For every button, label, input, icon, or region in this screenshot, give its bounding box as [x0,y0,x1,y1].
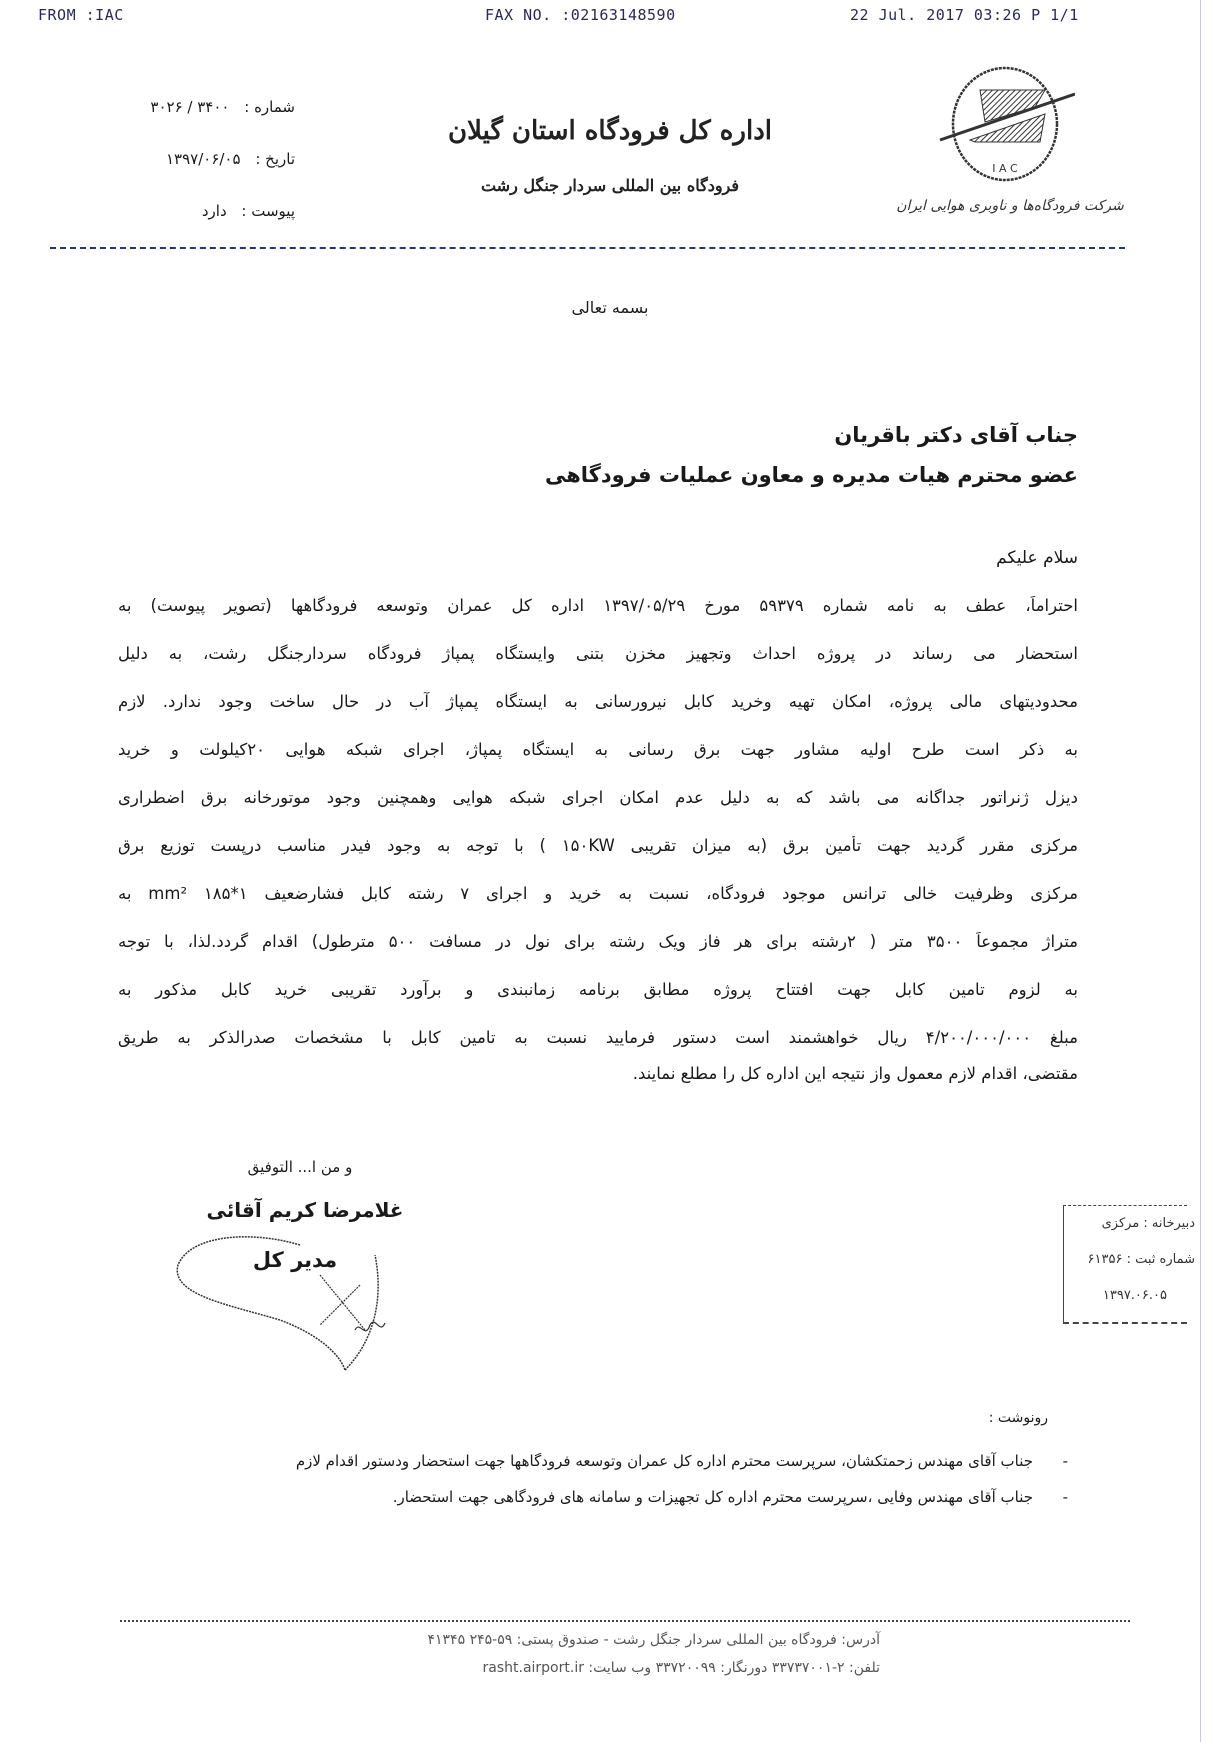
stamp-registration-number: شماره ثبت : ۶۱۳۵۶ [1087,1252,1195,1267]
letter-date-value: ۱۳۹۷/۰۶/۰۵ [165,150,241,168]
addressee-position: عضو محترم هیات مدیره و معاون عملیات فرودگاهی [544,463,1078,487]
cc-title: رونوشت : [988,1410,1048,1426]
letter-number [95,98,295,116]
stamp-secretariat: دبیرخانه : مرکزی [1101,1216,1195,1231]
logo-letters: I A C [992,162,1018,175]
body-line: مقتضی، اقدام لازم معمول واز نتیجه این اداره کل را مطلع نمایند. [632,1064,1078,1083]
bismillah-heading: بسمه تعالی [571,298,649,317]
letterhead-subtitle: فرودگاه بین المللی سردار جنگل رشت [480,176,740,195]
footer-contact: تلفن: ۲-۳۳۷۳۷۰۰۱ دورنگار: ۳۳۷۲۰۰۹۹ وب سایت: rasht.airport.ir [482,1660,880,1676]
stamp-date: ۱۳۹۷.۰۶.۰۵ [1102,1288,1167,1303]
cc-item: جناب آقای مهندس زحمتکشان، سرپرست محترم اداره کل عمران وتوسعه فرودگاهها جهت استحضار ودستور اقدام لازم [295,1452,1033,1470]
body-line: متراژ مجموعاً ۳۵۰۰ متر ( ۲رشته برای هر فاز ویک رشته برای نول در مسافت ۵۰۰ مترطول) اقدام گردد.لذا، با توجه [118,932,1078,951]
signatory-title: مدیر کل [252,1248,338,1272]
footer-address: آدرس: فرودگاه بین المللی سردار جنگل رشت - صندوق پستی: ۵۹-۲۴۵ ۴۱۳۴۵ [427,1632,880,1648]
salutation: سلام علیکم [996,548,1078,568]
body-line: استحضار می رساند در پروژه احداث وتجهیز مخزن بتنی وایستگاه پمپاژ فرودگاه سردارجنگل رشت، به دلیل [118,644,1078,663]
body-line: مرکزی وظرفیت خالی ترانس موجود فرودگاه، نسبت به خرید و اجرای ۷ رشته کابل فشارضعیف mm² ۱۸۵*۱ به [118,884,1078,903]
cc-item: جناب آقای مهندس وفایی ،سرپرست محترم اداره کل تجهیزات و سامانه های فرودگاهی جهت استحضار. [392,1488,1033,1506]
body-line: مرکزی مقرر گردید جهت تأمین برق (به میزان تقریبی ۱۵۰KW ) با توجه به وجود فیدر مناسب درپست توزیع برق [118,836,1078,855]
letter-date-label: تاریخ : [255,150,295,168]
logo-caption: شرکت فرودگاه‌ها و ناوبری هوایی ایران [896,198,1124,214]
letter-number-value: ۳۴۰۰ / ۳۰۲۶ [150,98,230,116]
body-line: مبلغ ۴/۲۰۰/۰۰۰/۰۰۰ ریال خواهشمند است دستور فرمایید نسبت به تامین کابل با مشخصات صدرالذکر به طریق [118,1028,1078,1047]
airport-company-logo [935,62,1075,192]
body-line: به لزوم تامین کابل جهت افتتاح پروژه مطابق برنامه زمانبندی و برآورد تقریبی خرید کابل مذکور به [118,980,1078,999]
addressee-name: جناب آقای دکتر باقریان [834,423,1078,447]
page-edge-line [1200,0,1201,1742]
fax-timestamp: 22 Jul. 2017 03:26 P 1/1 [850,6,1079,24]
body-line: محدودیتهای مالی پروژه، امکان تهیه وخرید کابل نیرورسانی به ایستگاه پمپاژ آب در حال ساخت وجود ندارد. لازم [118,692,1078,711]
header-divider [50,247,1125,249]
fax-number: FAX NO. :02163148590 [485,6,676,24]
registry-stamp [1063,1205,1195,1324]
cc-bullet: - [1062,1452,1068,1470]
letter-attachment-label: پیوست : [241,202,295,220]
body-line: دیزل ژنراتور جداگانه می باشد که به دلیل عدم امکان اجرای شبکه هوایی وهمچنین وجود موتورخانه برق اضطراری [118,788,1078,807]
closing-phrase: و من ا... التوفیق [247,1158,353,1176]
letter-attachment-value: دارد [201,202,227,220]
footer-divider [120,1620,1130,1622]
letterhead-title: اداره کل فرودگاه استان گیلان [447,116,772,146]
cc-bullet: - [1062,1488,1068,1506]
signatory-name: غلامرضا کریم آقائی [206,1198,404,1222]
letter-attachment [95,202,295,220]
letter-number-label: شماره : [244,98,295,116]
body-line: به ذکر است طرح اولیه مشاور جهت برق رسانی به ایستگاه پمپاژ، اجرای شبکه هوایی ۲۰کیلولت و خرید [118,740,1078,759]
body-line: احتراماً، عطف به نامه شماره ۵۹۳۷۹ مورخ ۱۳۹۷/۰۵/۲۹ اداره کل عمران وتوسعه فرودگاهها (تصویر پیوست) به [118,596,1078,615]
fax-from: FROM :IAC [38,6,124,24]
letter-date [95,150,295,168]
